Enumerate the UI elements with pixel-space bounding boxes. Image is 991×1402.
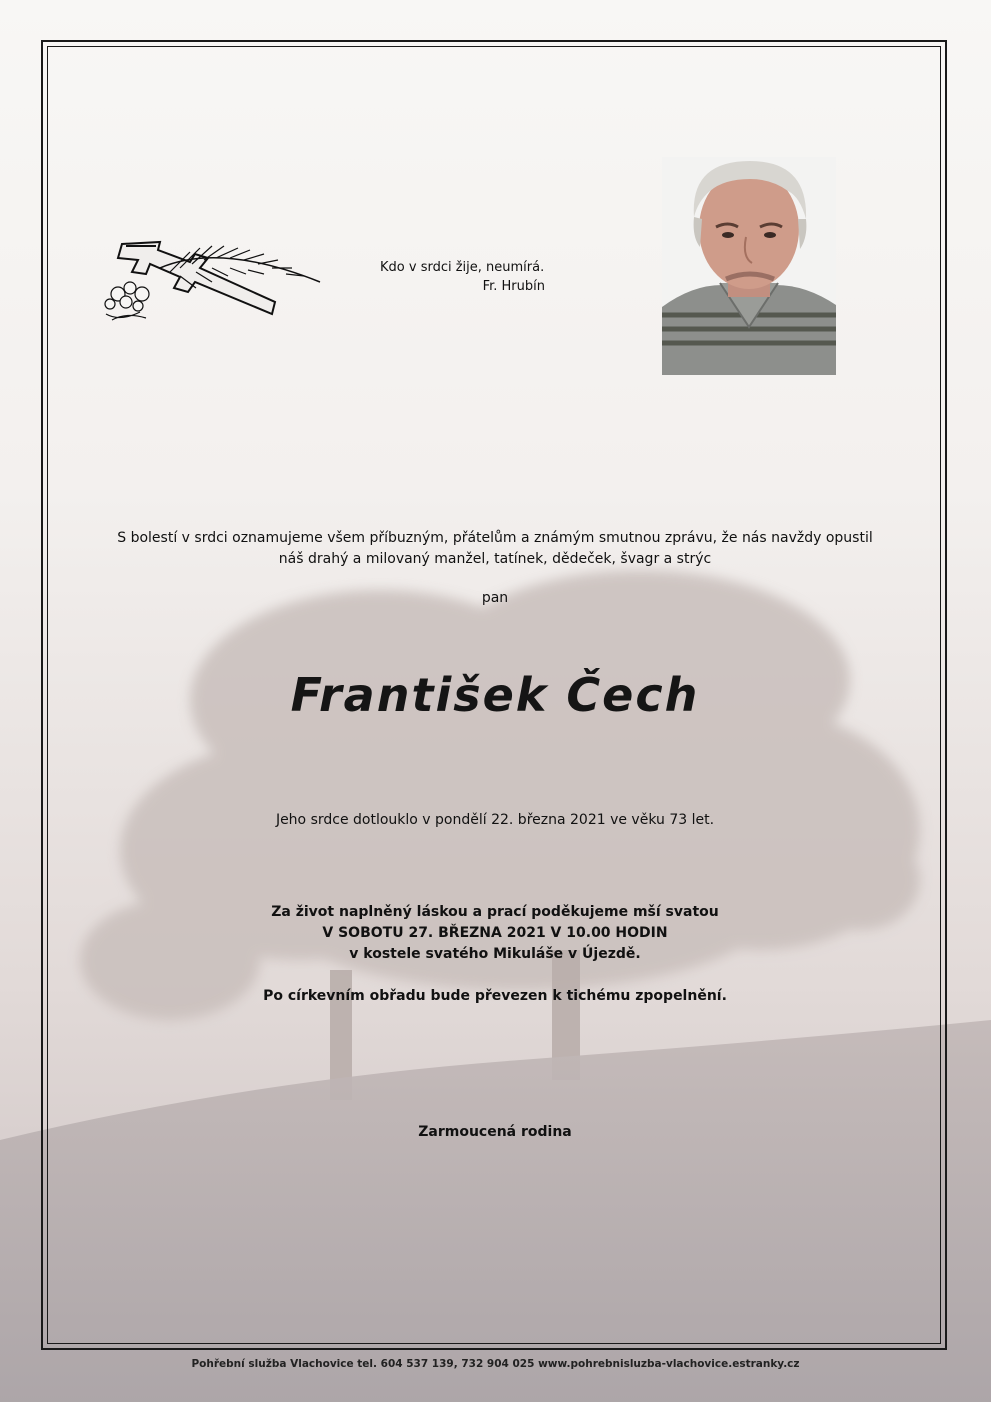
funeral-details [60,902,930,965]
quote-text: Kdo v srdci žije, neumírá. [380,260,545,275]
announcement-line-2: náš drahý a milovaný manžel, tatínek, dědeček, švagr a strýc [278,551,712,567]
signature: Zarmoucená rodina [418,1124,572,1140]
quote-author: Fr. Hrubín [482,279,545,294]
announcement-line-1: S bolestí v srdci oznamujeme všem příbuzným, přátelům a známým smutnou zprávu, že nás navždy opustil [117,530,873,546]
death-notice: Jeho srdce dotlouklo v pondělí 22. března 2021 ve věku 73 let. [275,812,715,828]
funeral-line-3: v kostele svatého Mikuláše v Újezdě. [349,946,641,962]
deceased-name: František Čech [290,668,700,722]
cremation-note: Po církevním obřadu bude převezen k tichému zpopelnění. [263,988,727,1004]
quote [360,258,545,296]
funeral-line-1: Za život naplněný láskou a prací poděkujeme mší svatou [271,904,719,920]
footer-contact: Pohřební služba Vlachovice tel. 604 537 139, 732 904 025 www.pohrebnisluzba-vlachovice.estranky.cz [191,1358,800,1370]
funeral-line-2: V SOBOTU 27. BŘEZNA 2021 V 10.00 HODIN [322,925,668,941]
salutation: pan [481,590,509,606]
announcement [60,528,930,570]
portrait-photo [662,157,836,375]
cross-with-palm-icon [100,232,325,327]
